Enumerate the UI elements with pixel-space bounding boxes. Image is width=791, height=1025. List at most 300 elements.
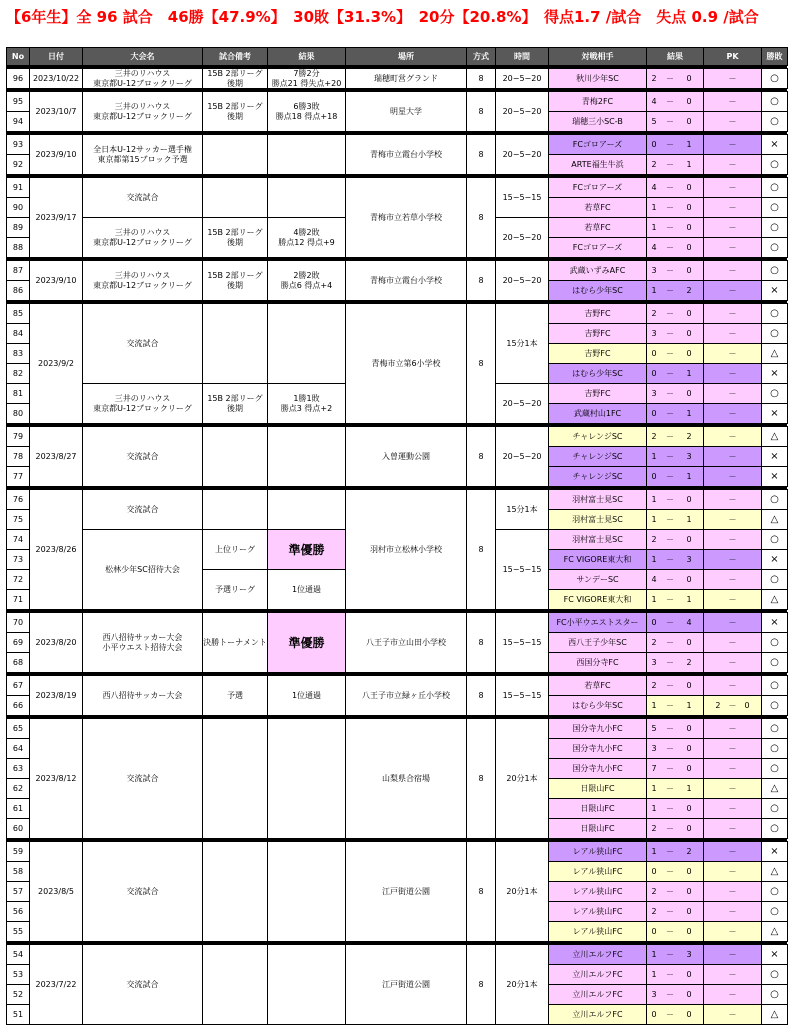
overall-result bbox=[267, 426, 346, 487]
match-score bbox=[646, 111, 704, 132]
score-against: 0 bbox=[686, 116, 692, 126]
match-note: 15B 2部リーグ 後期 bbox=[202, 68, 268, 89]
opponent-name: FC VIGORE東大和 bbox=[548, 549, 647, 570]
score-against: 0 bbox=[686, 308, 692, 318]
opponent-name: はむら少年SC bbox=[548, 695, 647, 716]
match-note bbox=[202, 841, 268, 942]
venue: 瑞穂町営グランド bbox=[345, 68, 467, 89]
score-dash: － bbox=[666, 803, 674, 813]
score-dash: － bbox=[666, 926, 674, 936]
match-score bbox=[646, 426, 704, 447]
match-number: 62 bbox=[6, 778, 30, 799]
opponent-name: 国分寺九小FC bbox=[548, 738, 647, 759]
match-note bbox=[202, 177, 268, 218]
score-for: 1 bbox=[651, 451, 657, 461]
header-10: PK bbox=[703, 47, 762, 66]
match-score bbox=[646, 549, 704, 570]
match-time: 15−5−15 bbox=[495, 675, 549, 716]
win-loss-mark: ○ bbox=[761, 675, 788, 696]
header-1: 日付 bbox=[29, 47, 83, 66]
score-against: 3 bbox=[686, 451, 692, 461]
win-loss-mark: ○ bbox=[761, 964, 788, 985]
score-for: 4 bbox=[651, 574, 657, 584]
match-number: 79 bbox=[6, 426, 30, 447]
pk-result: － bbox=[703, 612, 762, 633]
win-loss-mark: × bbox=[761, 134, 788, 155]
match-table bbox=[6, 47, 787, 1023]
score-against: 0 bbox=[686, 265, 692, 275]
score-for: 3 bbox=[651, 328, 657, 338]
score-against: 2 bbox=[686, 846, 692, 856]
score-against: 0 bbox=[686, 73, 692, 83]
win-loss-mark: ○ bbox=[761, 798, 788, 819]
format: 8 bbox=[466, 841, 496, 942]
score-for: 0 bbox=[651, 368, 657, 378]
score-against: 1 bbox=[686, 514, 692, 524]
venue: 青梅市立霞台小学校 bbox=[345, 134, 467, 175]
score-against: 2 bbox=[686, 431, 692, 441]
win-loss-mark: △ bbox=[761, 426, 788, 447]
overall-result: 1位通過 bbox=[267, 675, 346, 716]
opponent-name: 羽村富士見SC bbox=[548, 509, 647, 530]
match-number: 70 bbox=[6, 612, 30, 633]
pk-result: － bbox=[703, 818, 762, 839]
win-loss-mark: △ bbox=[761, 921, 788, 942]
pk-result: － bbox=[703, 446, 762, 467]
match-score bbox=[646, 718, 704, 739]
overall-result bbox=[267, 841, 346, 942]
match-score bbox=[646, 841, 704, 862]
score-against: 0 bbox=[686, 1009, 692, 1019]
overall-result bbox=[267, 177, 346, 218]
opponent-name: 吉野FC bbox=[548, 303, 647, 324]
tournament-name: 交流試合 bbox=[82, 177, 203, 218]
win-loss-mark: ○ bbox=[761, 111, 788, 132]
match-score bbox=[646, 861, 704, 882]
score-dash: － bbox=[666, 265, 674, 275]
header-7: 時間 bbox=[495, 47, 549, 66]
score-for: 1 bbox=[651, 514, 657, 524]
opponent-name: はむら少年SC bbox=[548, 280, 647, 301]
header-5: 場所 bbox=[345, 47, 467, 66]
match-score bbox=[646, 901, 704, 922]
win-loss-mark: ○ bbox=[761, 758, 788, 779]
header-2: 大会名 bbox=[82, 47, 203, 66]
format: 8 bbox=[466, 426, 496, 487]
score-dash: － bbox=[666, 723, 674, 733]
match-date: 2023/8/12 bbox=[29, 718, 83, 839]
score-dash: － bbox=[666, 408, 674, 418]
pk-result: － bbox=[703, 881, 762, 902]
match-date: 2023/8/5 bbox=[29, 841, 83, 942]
venue: 羽村市立松林小学校 bbox=[345, 489, 467, 610]
format: 8 bbox=[466, 489, 496, 610]
overall-result: 7勝2分 勝点21 得失点+20 bbox=[267, 68, 346, 89]
score-dash: － bbox=[666, 96, 674, 106]
score-dash: － bbox=[666, 471, 674, 481]
score-against: 4 bbox=[686, 617, 692, 627]
header-11: 勝敗 bbox=[761, 47, 788, 66]
match-number: 55 bbox=[6, 921, 30, 942]
score-for: 2 bbox=[651, 886, 657, 896]
win-loss-mark: △ bbox=[761, 861, 788, 882]
match-score bbox=[646, 589, 704, 610]
score-for: 5 bbox=[651, 116, 657, 126]
opponent-name: はむら少年SC bbox=[548, 363, 647, 384]
match-number: 89 bbox=[6, 217, 30, 238]
score-against: 0 bbox=[686, 202, 692, 212]
match-time: 15−5−15 bbox=[495, 529, 549, 610]
match-time: 15分1本 bbox=[495, 303, 549, 384]
match-number: 59 bbox=[6, 841, 30, 862]
pk-result: － bbox=[703, 91, 762, 112]
match-number: 96 bbox=[6, 68, 30, 89]
match-date: 2023/9/2 bbox=[29, 303, 83, 424]
score-dash: － bbox=[666, 242, 674, 252]
format: 8 bbox=[466, 134, 496, 175]
score-against: 0 bbox=[686, 803, 692, 813]
match-number: 53 bbox=[6, 964, 30, 985]
score-for: 0 bbox=[651, 1009, 657, 1019]
win-loss-mark: ○ bbox=[761, 529, 788, 550]
opponent-name: 日限山FC bbox=[548, 818, 647, 839]
win-loss-mark: × bbox=[761, 280, 788, 301]
pk-result: － bbox=[703, 861, 762, 882]
score-against: 0 bbox=[686, 222, 692, 232]
venue: 青梅市立若草小学校 bbox=[345, 177, 467, 258]
score-dash: － bbox=[666, 989, 674, 999]
overall-result: 準優勝 bbox=[267, 529, 346, 570]
venue: 明星大学 bbox=[345, 91, 467, 132]
match-score bbox=[646, 134, 704, 155]
format: 8 bbox=[466, 177, 496, 258]
score-dash: － bbox=[666, 783, 674, 793]
score-dash: － bbox=[666, 906, 674, 916]
pk-result: － bbox=[703, 652, 762, 673]
score-against: 0 bbox=[686, 388, 692, 398]
score-for: 5 bbox=[651, 723, 657, 733]
score-against: 0 bbox=[686, 182, 692, 192]
match-score bbox=[646, 177, 704, 198]
score-dash: － bbox=[666, 202, 674, 212]
match-number: 85 bbox=[6, 303, 30, 324]
match-score bbox=[646, 695, 704, 716]
opponent-name: 国分寺九小FC bbox=[548, 718, 647, 739]
win-loss-mark: △ bbox=[761, 509, 788, 530]
opponent-name: 青梅2FC bbox=[548, 91, 647, 112]
pk-result: － bbox=[703, 718, 762, 739]
opponent-name: レアル狭山FC bbox=[548, 841, 647, 862]
pk-result: － bbox=[703, 383, 762, 404]
match-number: 81 bbox=[6, 383, 30, 404]
score-against: 0 bbox=[686, 969, 692, 979]
tournament-name: 交流試合 bbox=[82, 426, 203, 487]
opponent-name: 立川エルフFC bbox=[548, 964, 647, 985]
score-dash: － bbox=[666, 182, 674, 192]
match-score bbox=[646, 68, 704, 89]
match-time: 15分1本 bbox=[495, 489, 549, 530]
win-loss-mark: × bbox=[761, 466, 788, 487]
page-title: 【6年生】全 96 試合 46勝【47.9%】 30敗【31.3%】 20分【20.8%】 得点1.7 /試合 失点 0.9 /試合 bbox=[6, 8, 759, 26]
score-against: 1 bbox=[686, 594, 692, 604]
venue: 山梨県合宿場 bbox=[345, 718, 467, 839]
match-number: 66 bbox=[6, 695, 30, 716]
match-time: 20−5−20 bbox=[495, 91, 549, 132]
score-for: 0 bbox=[651, 617, 657, 627]
score-against: 2 bbox=[686, 285, 692, 295]
match-number: 67 bbox=[6, 675, 30, 696]
tournament-name: 西八招待サッカー大会 小平ウエスト招待大会 bbox=[82, 612, 203, 673]
opponent-name: FCゴロアーズ bbox=[548, 237, 647, 258]
score-for: 3 bbox=[651, 388, 657, 398]
score-for: 1 bbox=[651, 783, 657, 793]
match-score bbox=[646, 944, 704, 965]
match-date: 2023/9/10 bbox=[29, 260, 83, 301]
tournament-name: 三井のリハウス 東京都U-12ブロックリーグ bbox=[82, 217, 203, 258]
score-for: 1 bbox=[651, 494, 657, 504]
match-date: 2023/10/22 bbox=[29, 68, 83, 89]
header-0: No bbox=[6, 47, 30, 66]
score-dash: － bbox=[666, 823, 674, 833]
win-loss-mark: ○ bbox=[761, 984, 788, 1005]
match-score bbox=[646, 303, 704, 324]
pk-result: － bbox=[703, 964, 762, 985]
overall-result bbox=[267, 303, 346, 384]
match-note: 上位リーグ bbox=[202, 529, 268, 570]
score-for: 1 bbox=[651, 803, 657, 813]
opponent-name: 国分寺九小FC bbox=[548, 758, 647, 779]
score-for: 2 bbox=[651, 73, 657, 83]
match-time: 20分1本 bbox=[495, 718, 549, 839]
score-against: 0 bbox=[686, 743, 692, 753]
pk-result: － bbox=[703, 403, 762, 424]
score-dash: － bbox=[666, 657, 674, 667]
tournament-name: 三井のリハウス 東京都U-12ブロックリーグ bbox=[82, 383, 203, 424]
score-for: 1 bbox=[651, 285, 657, 295]
match-time: 15−5−15 bbox=[495, 177, 549, 218]
score-dash: － bbox=[666, 763, 674, 773]
score-against: 0 bbox=[686, 242, 692, 252]
tournament-name: 交流試合 bbox=[82, 489, 203, 530]
match-number: 88 bbox=[6, 237, 30, 258]
match-number: 64 bbox=[6, 738, 30, 759]
header-8: 対戦相手 bbox=[548, 47, 647, 66]
tournament-name: 三井のリハウス 東京都U-12ブロックリーグ bbox=[82, 260, 203, 301]
pk-result: － bbox=[703, 758, 762, 779]
score-dash: － bbox=[666, 431, 674, 441]
score-dash: － bbox=[666, 285, 674, 295]
venue: 青梅市立第6小学校 bbox=[345, 303, 467, 424]
score-against: 0 bbox=[686, 866, 692, 876]
match-score bbox=[646, 323, 704, 344]
score-against: 0 bbox=[686, 348, 692, 358]
score-against: 0 bbox=[686, 823, 692, 833]
match-number: 94 bbox=[6, 111, 30, 132]
match-note bbox=[202, 134, 268, 175]
match-number: 63 bbox=[6, 758, 30, 779]
opponent-name: チャレンジSC bbox=[548, 446, 647, 467]
opponent-name: FC小平ウエストスター bbox=[548, 612, 647, 633]
tournament-name: 交流試合 bbox=[82, 303, 203, 384]
match-number: 84 bbox=[6, 323, 30, 344]
match-time: 20−5−20 bbox=[495, 134, 549, 175]
match-number: 73 bbox=[6, 549, 30, 570]
match-number: 77 bbox=[6, 466, 30, 487]
match-score bbox=[646, 466, 704, 487]
tournament-name: 交流試合 bbox=[82, 718, 203, 839]
match-number: 93 bbox=[6, 134, 30, 155]
overall-result: 4勝2敗 勝点12 得点+9 bbox=[267, 217, 346, 258]
pk-result: － bbox=[703, 984, 762, 1005]
header-9: 結果 bbox=[646, 47, 704, 66]
overall-result bbox=[267, 134, 346, 175]
match-number: 87 bbox=[6, 260, 30, 281]
score-dash: － bbox=[666, 886, 674, 896]
pk-result: － bbox=[703, 589, 762, 610]
opponent-name: FCゴロアーズ bbox=[548, 134, 647, 155]
score-for: 0 bbox=[651, 139, 657, 149]
match-date: 2023/7/22 bbox=[29, 944, 83, 1025]
format: 8 bbox=[466, 944, 496, 1025]
match-date: 2023/9/10 bbox=[29, 134, 83, 175]
match-score bbox=[646, 1004, 704, 1025]
win-loss-mark: ○ bbox=[761, 489, 788, 510]
score-for: 4 bbox=[651, 96, 657, 106]
match-note: 15B 2部リーグ 後期 bbox=[202, 91, 268, 132]
win-loss-mark: × bbox=[761, 944, 788, 965]
match-score bbox=[646, 675, 704, 696]
score-dash: － bbox=[666, 617, 674, 627]
score-dash: － bbox=[666, 368, 674, 378]
pk-result: － bbox=[703, 489, 762, 510]
match-date: 2023/10/7 bbox=[29, 91, 83, 132]
score-for: 2 bbox=[651, 308, 657, 318]
win-loss-mark: ○ bbox=[761, 901, 788, 922]
venue: 江戸街道公園 bbox=[345, 944, 467, 1025]
match-number: 54 bbox=[6, 944, 30, 965]
pk-result: － bbox=[703, 466, 762, 487]
score-against: 1 bbox=[686, 700, 692, 710]
overall-result: 準優勝 bbox=[267, 612, 346, 673]
opponent-name: 日限山FC bbox=[548, 778, 647, 799]
match-time: 20分1本 bbox=[495, 944, 549, 1025]
score-for: 2 bbox=[651, 906, 657, 916]
pk-result: － bbox=[703, 569, 762, 590]
win-loss-mark: ○ bbox=[761, 154, 788, 175]
tournament-name: 交流試合 bbox=[82, 841, 203, 942]
header-3: 試合備考 bbox=[202, 47, 268, 66]
score-dash: － bbox=[666, 494, 674, 504]
win-loss-mark: △ bbox=[761, 778, 788, 799]
score-for: 0 bbox=[651, 348, 657, 358]
opponent-name: 瑞穂三小SC-B bbox=[548, 111, 647, 132]
match-number: 91 bbox=[6, 177, 30, 198]
score-for: 7 bbox=[651, 763, 657, 773]
opponent-name: 若草FC bbox=[548, 675, 647, 696]
score-dash: － bbox=[666, 348, 674, 358]
match-time: 20−5−20 bbox=[495, 383, 549, 424]
match-date: 2023/8/20 bbox=[29, 612, 83, 673]
match-note bbox=[202, 944, 268, 1025]
win-loss-mark: ○ bbox=[761, 217, 788, 238]
pk-result: － bbox=[703, 944, 762, 965]
opponent-name: チャレンジSC bbox=[548, 466, 647, 487]
pk-result: － bbox=[703, 111, 762, 132]
pk-result: － bbox=[703, 738, 762, 759]
score-for: 1 bbox=[651, 700, 657, 710]
pk-result: － bbox=[703, 237, 762, 258]
match-score bbox=[646, 280, 704, 301]
score-dash: － bbox=[666, 949, 674, 959]
match-note: 予選 bbox=[202, 675, 268, 716]
match-number: 86 bbox=[6, 280, 30, 301]
score-dash: － bbox=[666, 534, 674, 544]
score-against: 0 bbox=[686, 926, 692, 936]
score-for: 1 bbox=[651, 554, 657, 564]
match-number: 75 bbox=[6, 509, 30, 530]
pk-result: － bbox=[703, 323, 762, 344]
venue: 八王子市立山田小学校 bbox=[345, 612, 467, 673]
score-dash: － bbox=[666, 574, 674, 584]
match-score bbox=[646, 91, 704, 112]
score-for: 2 bbox=[651, 534, 657, 544]
score-against: 1 bbox=[686, 159, 692, 169]
score-for: 1 bbox=[651, 949, 657, 959]
match-number: 65 bbox=[6, 718, 30, 739]
match-time: 20−5−20 bbox=[495, 426, 549, 487]
score-dash: － bbox=[666, 969, 674, 979]
opponent-name: 秋川少年SC bbox=[548, 68, 647, 89]
score-for: 3 bbox=[651, 657, 657, 667]
tournament-name: 西八招待サッカー大会 bbox=[82, 675, 203, 716]
score-for: 2 bbox=[651, 431, 657, 441]
header-6: 方式 bbox=[466, 47, 496, 66]
match-number: 78 bbox=[6, 446, 30, 467]
opponent-name: ARTE福生牛浜 bbox=[548, 154, 647, 175]
match-number: 56 bbox=[6, 901, 30, 922]
score-for: 3 bbox=[651, 989, 657, 999]
score-for: 2 bbox=[651, 680, 657, 690]
venue: 江戸街道公園 bbox=[345, 841, 467, 942]
match-score bbox=[646, 632, 704, 653]
score-for: 0 bbox=[651, 926, 657, 936]
pk-result: － bbox=[703, 426, 762, 447]
score-for: 0 bbox=[651, 408, 657, 418]
match-number: 71 bbox=[6, 589, 30, 610]
win-loss-mark: × bbox=[761, 841, 788, 862]
match-number: 74 bbox=[6, 529, 30, 550]
score-against: 3 bbox=[686, 554, 692, 564]
score-against: 0 bbox=[686, 763, 692, 773]
win-loss-mark: ○ bbox=[761, 323, 788, 344]
match-number: 76 bbox=[6, 489, 30, 510]
opponent-name: 西八王子少年SC bbox=[548, 632, 647, 653]
score-dash: － bbox=[666, 222, 674, 232]
opponent-name: チャレンジSC bbox=[548, 426, 647, 447]
match-time: 20−5−20 bbox=[495, 217, 549, 258]
match-number: 61 bbox=[6, 798, 30, 819]
pk-result: － bbox=[703, 632, 762, 653]
opponent-name: 羽村富士見SC bbox=[548, 529, 647, 550]
opponent-name: 立川エルフFC bbox=[548, 984, 647, 1005]
opponent-name: 吉野FC bbox=[548, 343, 647, 364]
match-score bbox=[646, 612, 704, 633]
match-number: 90 bbox=[6, 197, 30, 218]
match-number: 95 bbox=[6, 91, 30, 112]
score-against: 1 bbox=[686, 408, 692, 418]
match-score bbox=[646, 446, 704, 467]
opponent-name: 立川エルフFC bbox=[548, 1004, 647, 1025]
